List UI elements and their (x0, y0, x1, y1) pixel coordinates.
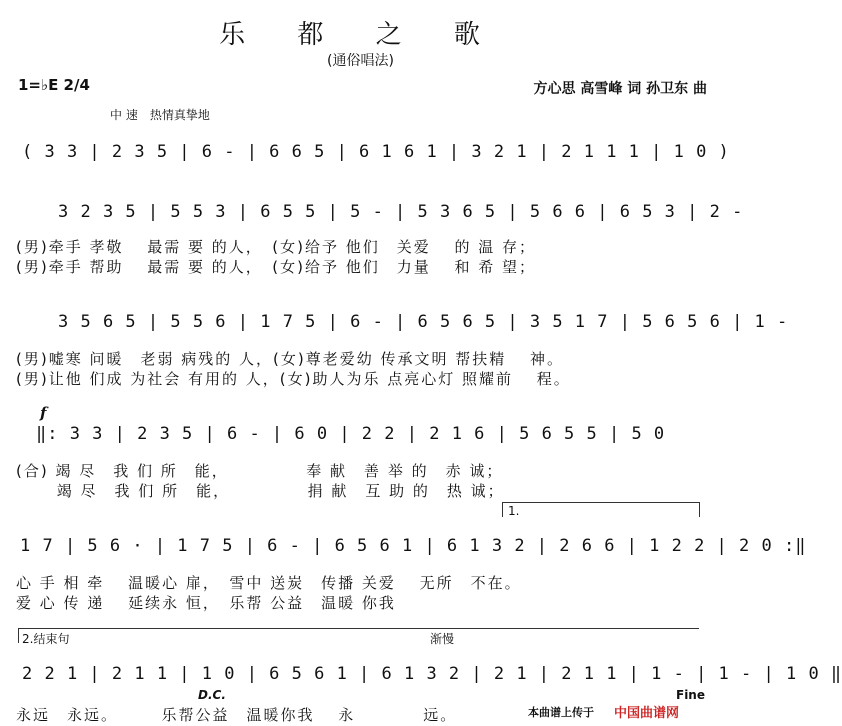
credits: 方心思 高雪峰 词 孙卫东 曲 (533, 81, 707, 97)
notation-line-4: ‖: 3 3 | 2 3 5 | 6 - | 6 0 | 2 2 | 2 1 6 | 5 6 5 5 | 5 0 (36, 424, 666, 444)
lyrics-line-3-verse-1: (男)嘘寒 问暖 老弱 病残的 人，(女)尊老爱幼 传承文明 帮扶精 神。 (16, 350, 565, 368)
ritardando-marking: 渐慢 (430, 632, 455, 646)
fine-marking: Fine (676, 688, 705, 702)
notation-line-1: ( 3 3 | 2 3 5 | 6 - | 6 6 5 | 6 1 6 1 | 3 2 1 | 2 1 1 1 | 1 0 ) (22, 142, 730, 162)
lyrics-line-2-verse-1: (男)牵手 孝敬 最需 要 的人， (女)给予 他们 关爱 的 温 存； (16, 238, 537, 256)
lyrics-line-3-verse-2: (男)让他 们成 为社会 有用的 人，(女)助人为乐 点亮心灯 照耀前 程。 (16, 370, 571, 388)
second-ending-label: 2.结束句 (22, 632, 70, 646)
tempo-marking: 中 速 热情真挚地 (110, 108, 210, 122)
second-ending-bracket (18, 628, 699, 643)
da-capo-marking: D.C. (198, 688, 226, 702)
page-title: 乐 都 之 歌 (219, 20, 502, 50)
site-logo: 中国曲谱网 (614, 706, 680, 721)
lyrics-line-5-verse-1: 心 手 相 牵 温暖心 扉， 雪中 送炭 传播 关爱 无所 不在。 (16, 574, 522, 592)
subtitle: (通俗唱法) (327, 53, 394, 69)
dynamic-forte: f (40, 404, 47, 422)
lyrics-line-2-verse-2: (男)牵手 帮助 最需 要 的人， (女)给予 他们 力量 和 希 望； (16, 258, 537, 276)
lyrics-line-5-verse-2: 爱 心 传 递 延续永 恒， 乐帮 公益 温暖 你我 (16, 594, 396, 612)
notation-line-3: 3 5 6 5 | 5 5 6 | 1 7 5 | 6 - | 6 5 6 5 | 3 5 1 7 | 5 6 5 6 | 1 - (58, 312, 789, 332)
upload-note: 本曲谱上传于 (528, 706, 594, 719)
notation-line-6: 2 2 1 | 2 1 1 | 1 0 | 6 5 6 1 | 6 1 3 2 | 2 1 | 2 1 1 | 1 - | 1 - | 1 0 ‖ (22, 664, 842, 684)
first-ending-bracket (502, 502, 700, 517)
notation-line-5: 1 7 | 5 6 · | 1 7 5 | 6 - | 6 5 6 1 | 6 1 3 2 | 2 6 6 | 1 2 2 | 2 0 :‖ (20, 536, 807, 556)
first-ending-label: 1. (508, 504, 520, 518)
notation-line-2: 3 2 3 5 | 5 5 3 | 6 5 5 | 5 - | 5 3 6 5 | 5 6 6 | 6 5 3 | 2 - (58, 202, 744, 222)
lyrics-line-4-verse-2: 竭 尽 我 们 所 能， 捐 献 互 助 的 热 诚； (16, 482, 505, 500)
lyrics-line-6: 永远 永远。 乐帮公益 温暖你我 永 远。 (16, 706, 458, 724)
key-signature: 1=♭E 2/4 (18, 76, 90, 94)
lyrics-line-4-verse-1: (合) 竭 尽 我 们 所 能， 奉 献 善 举 的 赤 诚； (16, 462, 504, 480)
